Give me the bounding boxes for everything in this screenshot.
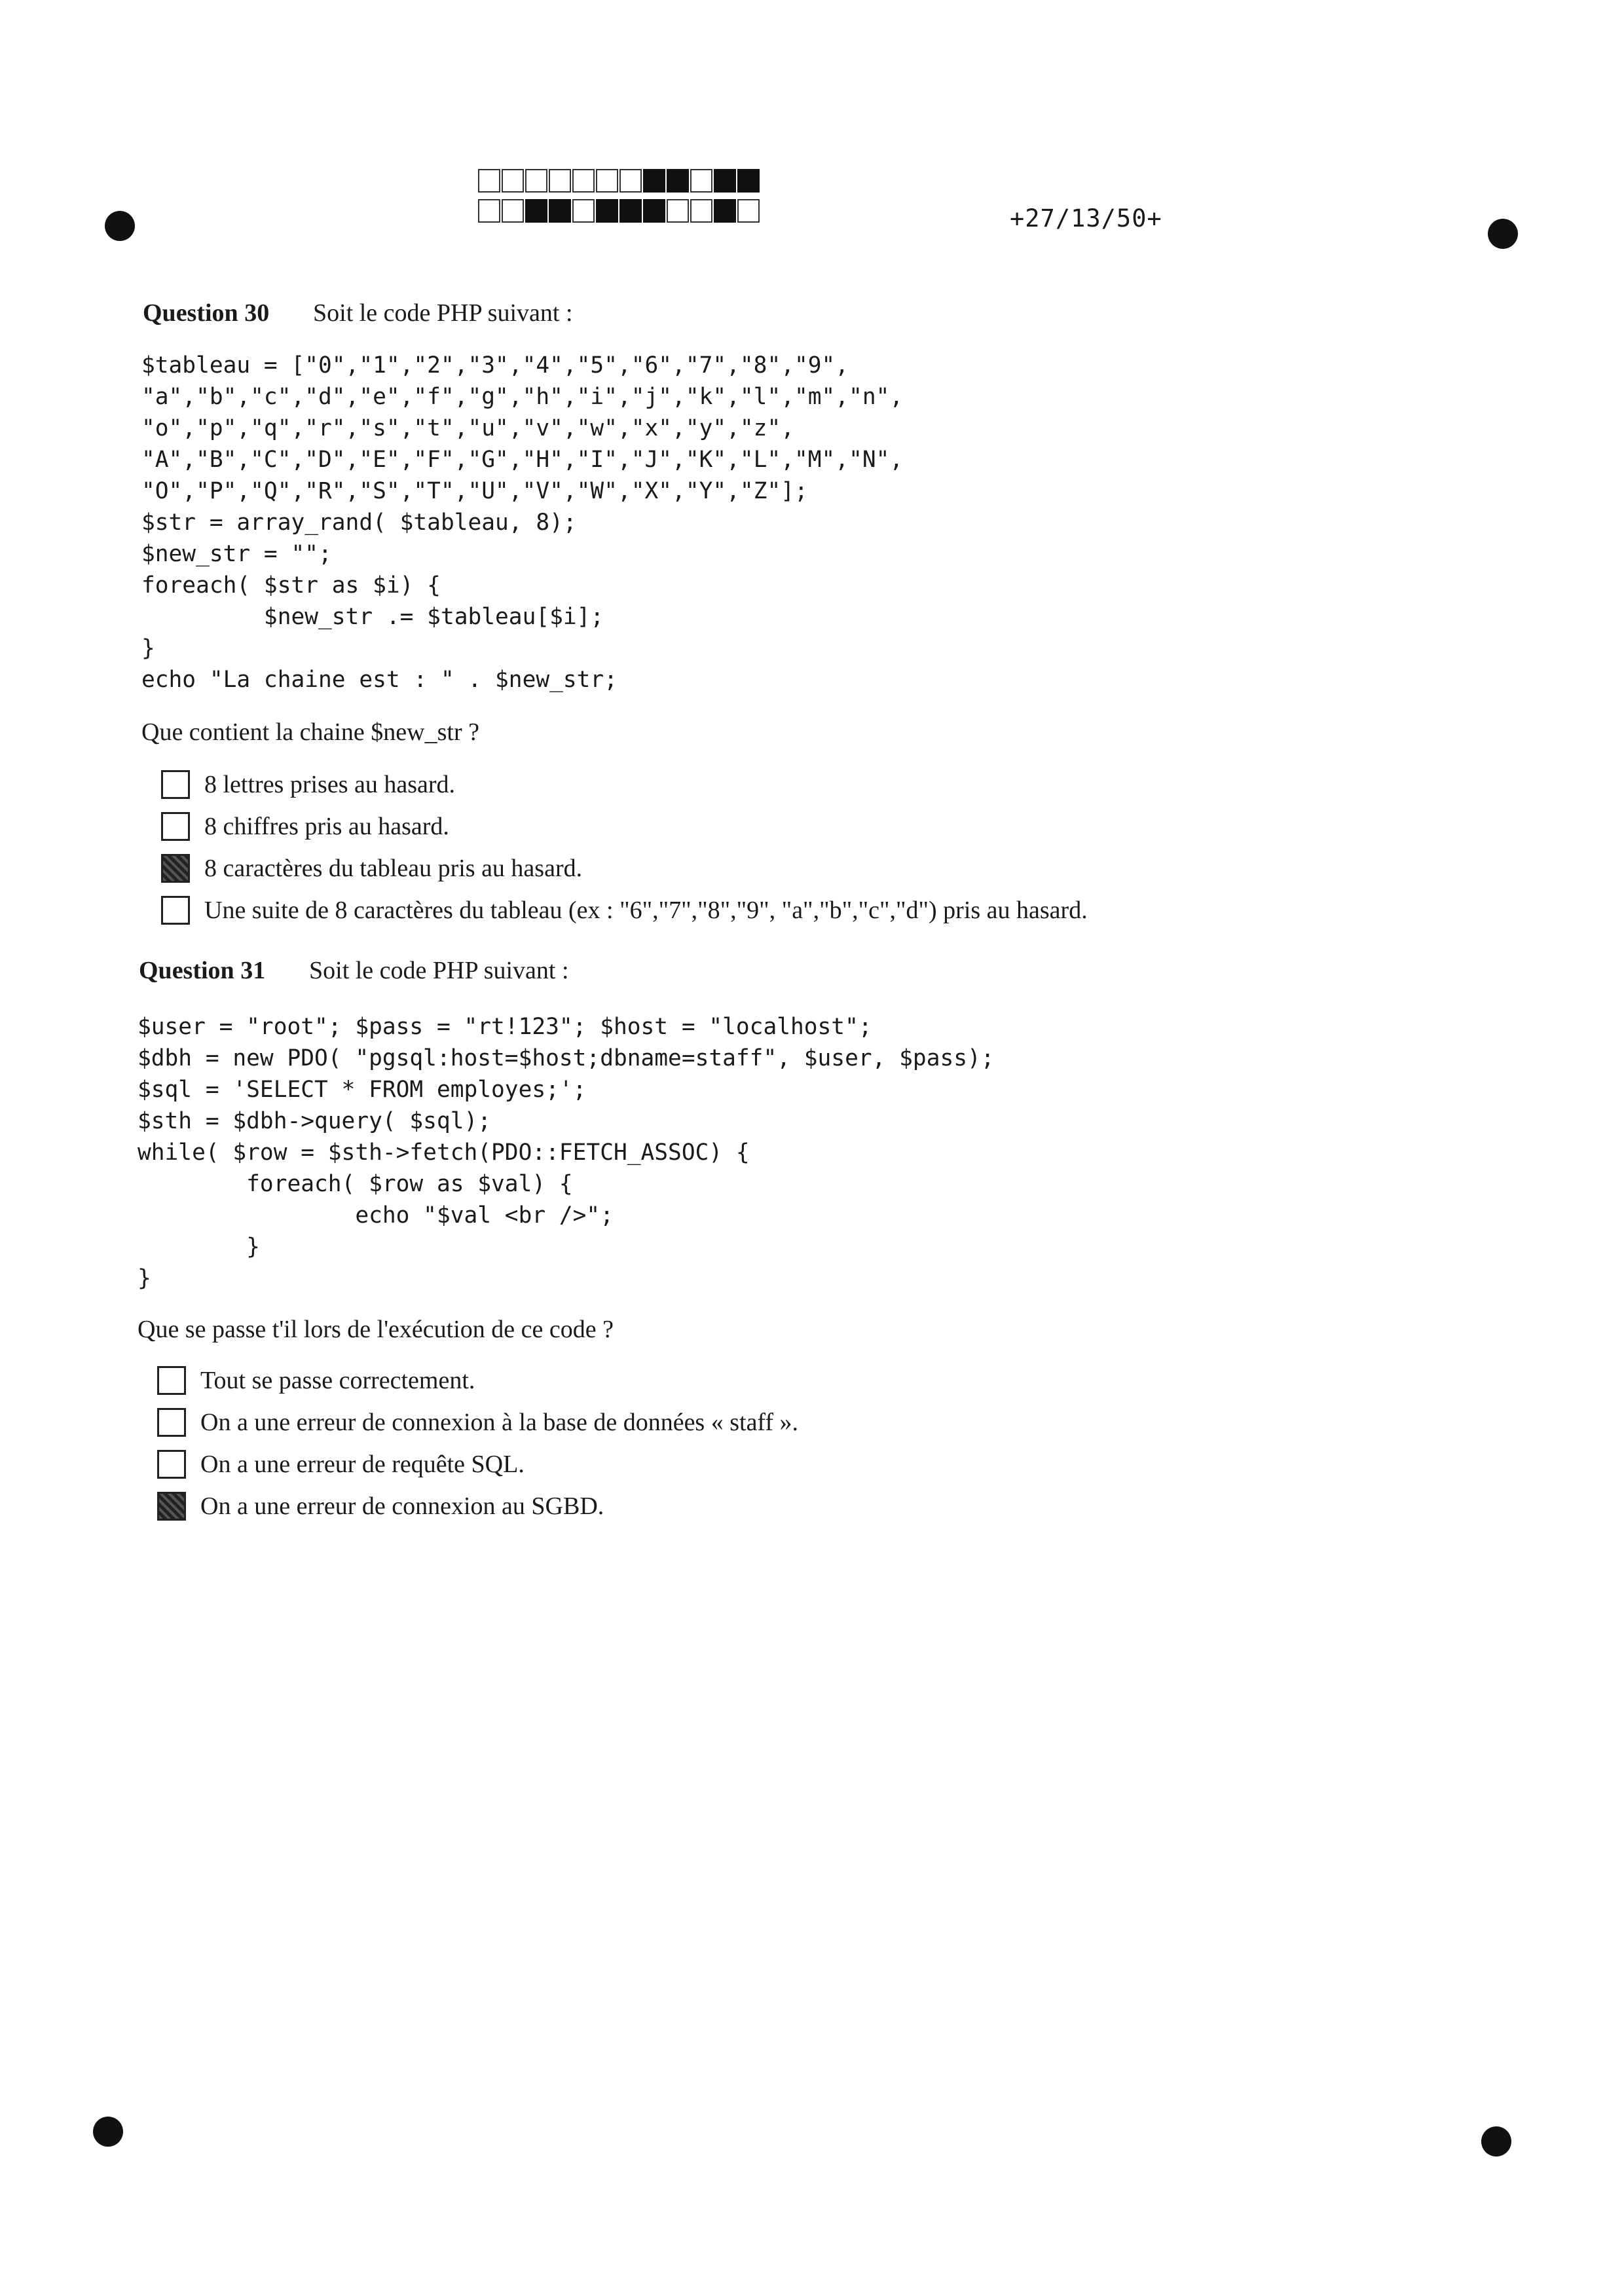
choice-label: On a une erreur de connexion au SGBD.: [200, 1492, 604, 1520]
question-intro: Soit le code PHP suivant :: [309, 957, 569, 984]
barcode-cell: [667, 169, 689, 193]
q30-choice-1[interactable]: [161, 770, 455, 799]
page-identifier: +27/13/50+: [1010, 204, 1162, 232]
barcode-cell: [690, 169, 712, 193]
barcode-cell: [619, 199, 642, 223]
barcode-cell: [690, 199, 712, 223]
choice-label: 8 chiffres pris au hasard.: [204, 813, 449, 840]
q30-choice-2[interactable]: [161, 812, 449, 841]
registration-mark-bottom-right: [1481, 2126, 1511, 2157]
barcode-cell: [737, 169, 760, 193]
barcode-cell: [478, 199, 500, 223]
question-31-prompt: Que se passe t'il lors de l'exécution de ce code ?: [138, 1316, 614, 1343]
barcode-cell: [619, 169, 642, 193]
choice-label: Une suite de 8 caractères du tableau (ex : "6","7","8","9", "a","b","c","d") pris au hasard.: [204, 897, 1088, 924]
answer-checkbox[interactable]: [157, 1366, 186, 1395]
question-30-prompt: Que contient la chaine $new_str ?: [141, 718, 479, 746]
question-intro: Soit le code PHP suivant :: [313, 299, 573, 327]
question-number: Question 30: [143, 299, 270, 327]
barcode-cell: [525, 199, 547, 223]
barcode-cell: [572, 199, 595, 223]
answer-checkbox[interactable]: [161, 812, 190, 841]
choice-label: Tout se passe correctement.: [200, 1367, 475, 1394]
barcode-cell: [478, 169, 500, 193]
question-31-header: [139, 956, 569, 985]
answer-checkbox-checked[interactable]: [157, 1492, 186, 1521]
registration-mark-bottom-left: [93, 2117, 123, 2147]
choice-label: 8 lettres prises au hasard.: [204, 771, 456, 798]
question-31-code-block: $user = "root"; $pass = "rt!123"; $host = "localhost"; $dbh = new PDO( "pgsql:host=$host;dbname=staff", $user, $pass); $sql = 'SELECT * FROM employes;'; $sth = $dbh->query( $sql); while( $row = $sth->fetch(PDO::FETCH_ASSOC) { foreach( $row as $val) { echo "$val <br />"; } }: [138, 1014, 995, 1291]
q30-choice-4[interactable]: [161, 896, 1088, 925]
barcode-cell: [714, 169, 736, 193]
choice-label: 8 caractères du tableau pris au hasard.: [204, 855, 583, 882]
barcode-cell: [643, 199, 665, 223]
barcode-cell: [525, 169, 547, 193]
barcode-cell: [714, 199, 736, 223]
barcode-cell: [502, 169, 524, 193]
question-30-header: [143, 299, 573, 327]
barcode-cell: [737, 199, 760, 223]
answer-checkbox[interactable]: [161, 896, 190, 925]
barcode-cell: [502, 199, 524, 223]
q31-choice-3[interactable]: [157, 1450, 525, 1479]
barcode-row-2: [478, 199, 761, 223]
answer-checkbox[interactable]: [161, 770, 190, 799]
barcode-row-1: [478, 169, 761, 193]
q31-choice-2[interactable]: [157, 1408, 798, 1437]
q31-choice-4[interactable]: [157, 1492, 604, 1521]
registration-mark-top-right: [1488, 219, 1518, 249]
barcode-cell: [596, 169, 618, 193]
choice-label: On a une erreur de requête SQL.: [200, 1451, 525, 1478]
choice-label: On a une erreur de connexion à la base de données « staff ».: [200, 1409, 799, 1436]
registration-mark-top-left: [105, 211, 135, 241]
answer-checkbox-checked[interactable]: [161, 854, 190, 883]
answer-checkbox[interactable]: [157, 1450, 186, 1479]
q31-choice-1[interactable]: [157, 1366, 475, 1395]
question-30-code-block: $tableau = ["0","1","2","3","4","5","6","7","8","9", "a","b","c","d","e","f","g","h","i","j","k","l","m","n", "o","p","q","r","s","t","u","v","w","x","y","z", "A","B","C","D","E","F","G","H","I","J","K","L","M","N", "O","P","Q","R","S","T","U","V","W","X","Y","Z"]; $str = array_rand( $tableau, 8); $new_str = ""; foreach( $str as $i) { $new_str .= $tableau[$i]; } echo "La chaine est : " . $new_str;: [141, 352, 904, 693]
barcode-cell: [549, 169, 571, 193]
barcode-cell: [549, 199, 571, 223]
barcode-cell: [667, 199, 689, 223]
question-number: Question 31: [139, 957, 266, 984]
q30-choice-3[interactable]: [161, 854, 582, 883]
answer-checkbox[interactable]: [157, 1408, 186, 1437]
barcode-cell: [643, 169, 665, 193]
barcode-cell: [572, 169, 595, 193]
barcode-cell: [596, 199, 618, 223]
